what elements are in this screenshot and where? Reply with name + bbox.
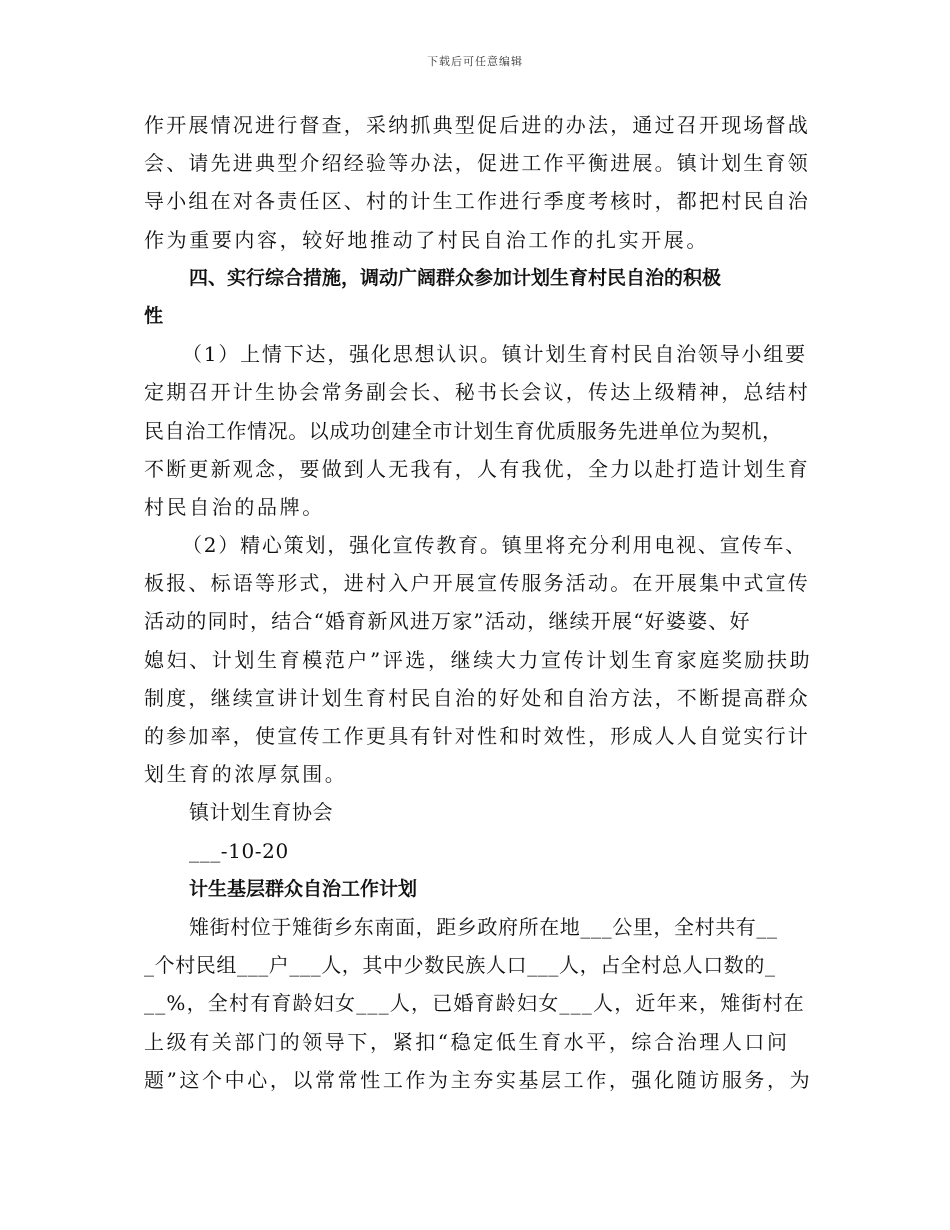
body-line: _个村民组___户___人，其中少数民族人口___人，占全村总人口数的_ [144, 953, 776, 978]
section-heading-continuation: 性 [144, 304, 164, 327]
page-header-note: 下载后可任意编辑 [427, 55, 523, 68]
body-line: （2）精心策划，强化宣传教育。镇里将充分利用电视、宣传车、 [182, 533, 807, 558]
section-heading: 四、实行综合措施，调动广阔群众参加计划生育村民自治的积极 [189, 266, 722, 289]
signature-organization: 镇计划生育协会 [189, 800, 334, 825]
body-line: 作开展情况进行督查，采纳抓典型促后进的办法，通过召开现场督战 [144, 113, 810, 137]
body-line: （1）上情下达，强化思想认识。镇计划生育村民自治领导小组要 [182, 342, 807, 367]
body-line: 民自治工作情况。以成功创建全市计划生育优质服务先进单位为契机， [144, 418, 783, 443]
body-line: 雉街村位于雉街乡东南面，距乡政府所在地___公里，全村共有__ [189, 914, 778, 939]
body-line: 板报、标语等形式，进村入户开展宣传服务活动。在开展集中式宣传 [144, 571, 810, 596]
body-line: 制度，继续宣讲计划生育村民自治的好处和自治方法，不断提高群众 [144, 685, 810, 710]
body-line: 题”这个中心，以常常性工作为主夯实基层工作，强化随访服务，为 [144, 1067, 813, 1092]
document-title: 计生基层群众自治工作计划 [189, 877, 418, 900]
body-line: 上级有关部门的领导下，紧扣“稳定低生育水平，综合治理人口问 [144, 1029, 790, 1054]
body-line: 定期召开计生协会常务副会长、秘书长会议，传达上级精神，总结村 [144, 380, 810, 405]
body-line: 活动的同时，结合“婚育新风进万家”活动，继续开展“好婆婆、好 [144, 609, 751, 634]
body-line: 作为重要内容，较好地推动了村民自治工作的扎实开展。 [144, 227, 709, 252]
body-line: 媳妇、计划生育模范户”评选，继续大力宣传计划生育家庭奖励扶助 [144, 647, 813, 672]
body-line: 不断更新观念，要做到人无我有，人有我优，全力以赴打造计划生育 [144, 456, 810, 481]
body-line: __%，全村有育龄妇女___人，已婚育龄妇女___人，近年来，雉街村在 [144, 991, 806, 1016]
body-line: 划生育的浓厚氛围。 [144, 762, 348, 787]
body-line: 的参加率，使宣传工作更具有针对性和时效性，形成人人自觉实行计 [144, 724, 810, 748]
body-line: 导小组在对各责任区、村的计生工作进行季度考核时，都把村民自治 [144, 189, 810, 214]
document-body [144, 106, 813, 1099]
body-line: 村民自治的品牌。 [144, 494, 325, 519]
signature-date: ___-10-20 [189, 838, 289, 863]
body-line: 会、请先进典型介绍经验等办法，促进工作平衡进展。镇计划生育领 [144, 151, 810, 176]
